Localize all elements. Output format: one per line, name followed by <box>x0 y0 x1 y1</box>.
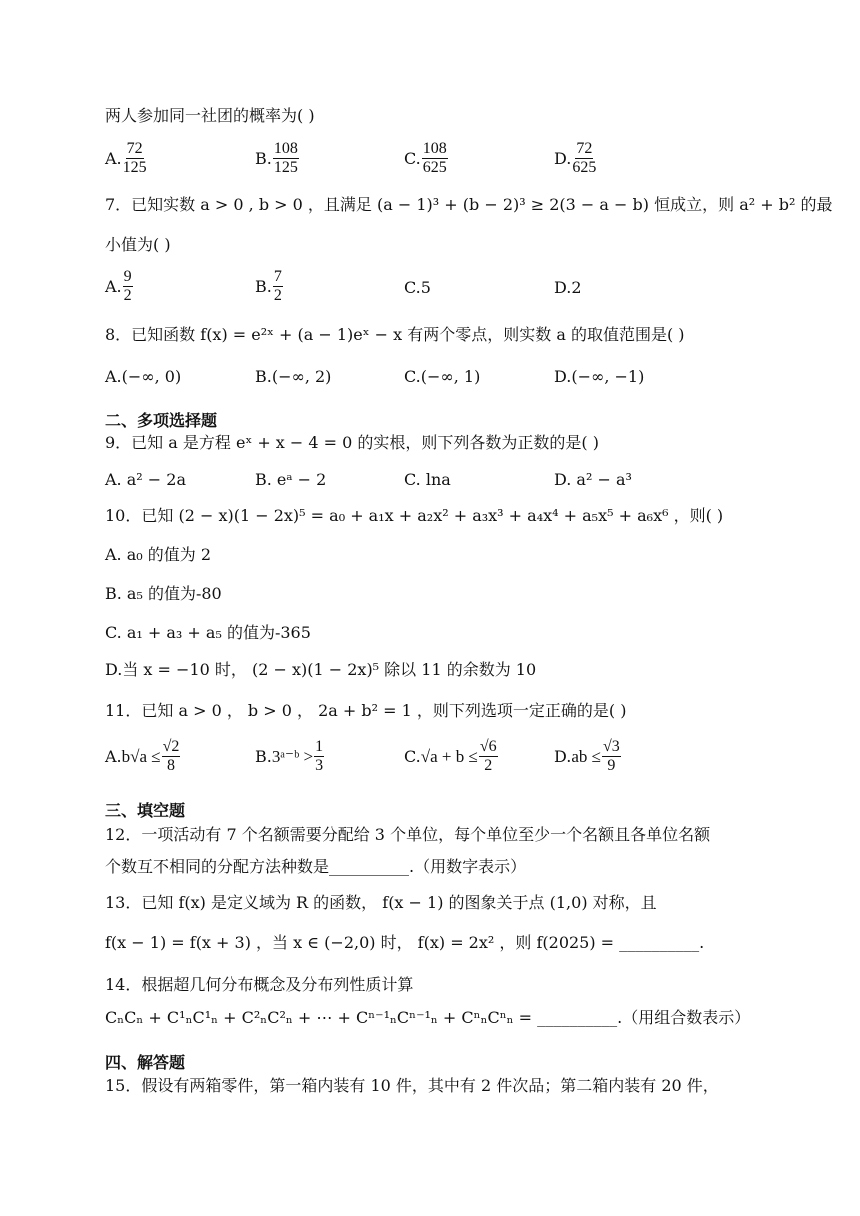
option-label: C. <box>404 149 421 169</box>
q7-option-a <box>105 268 133 306</box>
numerator: √3 <box>602 738 621 757</box>
q9-option-d: D. a² − a³ <box>554 470 632 489</box>
fraction <box>479 738 498 776</box>
q8-option-c: C.(−∞, 1) <box>404 367 481 386</box>
q7-option-b <box>255 268 283 306</box>
denominator: 625 <box>572 159 597 177</box>
q7-option-c <box>404 278 431 297</box>
option-expression: b√a ≤ <box>121 746 161 766</box>
fraction <box>314 738 324 776</box>
denominator: 125 <box>122 159 147 177</box>
denominator: 8 <box>167 757 175 775</box>
denominator: 125 <box>273 159 298 177</box>
option-label: C. <box>404 747 421 767</box>
option-label: B. <box>255 277 272 297</box>
option-label: D. <box>554 747 572 767</box>
q12-stem: 12．一项活动有 7 个名额需要分配给 3 个单位，每个单位至少一个名额且各单位名额 <box>105 825 711 844</box>
q7-option-d <box>554 278 582 297</box>
option-value: 2 <box>571 278 582 297</box>
fraction <box>123 140 147 178</box>
q13-stem-cont: f(x − 1) = f(x + 3) ，当 x ∈ (−2,0) 时， f(x) = 2x² ，则 f(2025) = __________. <box>105 933 705 952</box>
q6-stem-tail: 两人参加同一社团的概率为( ) <box>105 106 315 125</box>
option-label: A. <box>105 149 122 169</box>
option-expression: ab ≤ <box>571 746 601 766</box>
option-label: C. <box>404 278 421 297</box>
option-expression: 3ᵃ⁻ᵇ > <box>271 746 314 766</box>
fraction <box>273 268 283 306</box>
q8-stem: 8．已知函数 f(x) = e²ˣ + (a − 1)eˣ − x 有两个零点，则实数 a 的取值范围是( ) <box>105 325 685 344</box>
q10-stem: 10．已知 (2 − x)(1 − 2x)⁵ = a₀ + a₁x + a₂x² + a₃x³ + a₄x⁴ + a₅x⁵ + a₆x⁶ ，则( ) <box>105 506 724 525</box>
q12-stem-cont: 个数互不相同的分配方法种数是__________.（用数字表示） <box>105 857 527 876</box>
fraction <box>273 140 299 178</box>
q7-stem: 7．已知实数 a > 0 , b > 0 ，且满足 (a − 1)³ + (b − 2)³ ≥ 2(3 − a − b) 恒成立，则 a² + b² 的最 <box>105 195 833 214</box>
q9-option-a: A. a² − 2a <box>105 470 186 489</box>
q14-stem: 14．根据超几何分布概念及分布列性质计算 <box>105 975 414 994</box>
q9-stem: 9．已知 a 是方程 eˣ + x − 4 = 0 的实根，则下列各数为正数的是( ) <box>105 433 600 452</box>
q11-option-d <box>554 738 621 776</box>
q6-option-b <box>255 140 299 178</box>
q11-stem: 11．已知 a > 0 ， b > 0 ， 2a + b² = 1 ，则下列选项一定正确的是( ) <box>105 701 627 720</box>
option-label: A. <box>105 277 122 297</box>
fraction <box>422 140 448 178</box>
section-heading-multiple-choice: 二、多项选择题 <box>105 411 218 430</box>
option-value: 5 <box>420 278 431 297</box>
numerator: √2 <box>162 738 181 757</box>
option-label: D. <box>554 278 572 297</box>
q11-option-b <box>255 738 324 776</box>
q10-option-d: D.当 x = −10 时， (2 − x)(1 − 2x)⁵ 除以 11 的余数为 10 <box>105 660 537 679</box>
numerator: √6 <box>479 738 498 757</box>
q11-option-c <box>404 738 498 776</box>
denominator: 3 <box>315 757 324 775</box>
fraction <box>162 738 181 776</box>
q15-stem: 15．假设有两箱零件，第一箱内装有 10 件，其中有 2 件次品；第二箱内装有 20 件， <box>105 1076 719 1095</box>
q10-option-c: C. a₁ + a₃ + a₅ 的值为-365 <box>105 623 311 642</box>
q8-option-d: D.(−∞, −1) <box>554 367 645 386</box>
option-expression: √a + b ≤ <box>420 746 478 766</box>
numerator: 1 <box>314 738 324 757</box>
option-label: A. <box>105 747 122 767</box>
numerator: 72 <box>126 140 144 159</box>
option-label: B. <box>255 747 272 767</box>
q14-expression: CₙCₙ + C¹ₙC¹ₙ + C²ₙC²ₙ + ⋯ + Cⁿ⁻¹ₙCⁿ⁻¹ₙ + CⁿₙCⁿₙ = __________.（用组合数表示） <box>105 1008 751 1027</box>
numerator: 72 <box>575 140 593 159</box>
section-heading-fill-in: 三、填空题 <box>105 801 186 820</box>
q6-option-a <box>105 140 147 178</box>
option-label: D. <box>554 149 572 169</box>
q13-stem: 13．已知 f(x) 是定义域为 R 的函数， f(x − 1) 的图象关于点 (1,0) 对称，且 <box>105 893 657 912</box>
numerator: 7 <box>273 268 283 287</box>
q8-option-a: A.(−∞, 0) <box>105 367 182 386</box>
q6-option-d <box>554 140 596 178</box>
denominator: 625 <box>422 159 447 177</box>
denominator: 9 <box>607 757 616 775</box>
fraction <box>123 268 133 306</box>
q6-option-c <box>404 140 448 178</box>
q10-option-b: B. a₅ 的值为-80 <box>105 584 222 603</box>
denominator: 2 <box>484 757 493 775</box>
section-heading-solutions: 四、解答题 <box>105 1053 186 1072</box>
q9-option-b: B. eᵃ − 2 <box>255 470 327 489</box>
denominator: 2 <box>273 287 282 305</box>
numerator: 108 <box>422 140 448 159</box>
q9-option-c: C. lna <box>404 470 451 489</box>
fraction <box>602 738 621 776</box>
fraction <box>572 140 596 178</box>
q11-option-a <box>105 738 180 776</box>
q10-option-a: A. a₀ 的值为 2 <box>105 545 212 564</box>
q8-option-b: B.(−∞, 2) <box>255 367 332 386</box>
numerator: 108 <box>273 140 299 159</box>
option-label: B. <box>255 149 272 169</box>
denominator: 2 <box>123 287 132 305</box>
q7-stem-cont: 小值为( ) <box>105 235 171 254</box>
numerator: 9 <box>123 268 133 287</box>
